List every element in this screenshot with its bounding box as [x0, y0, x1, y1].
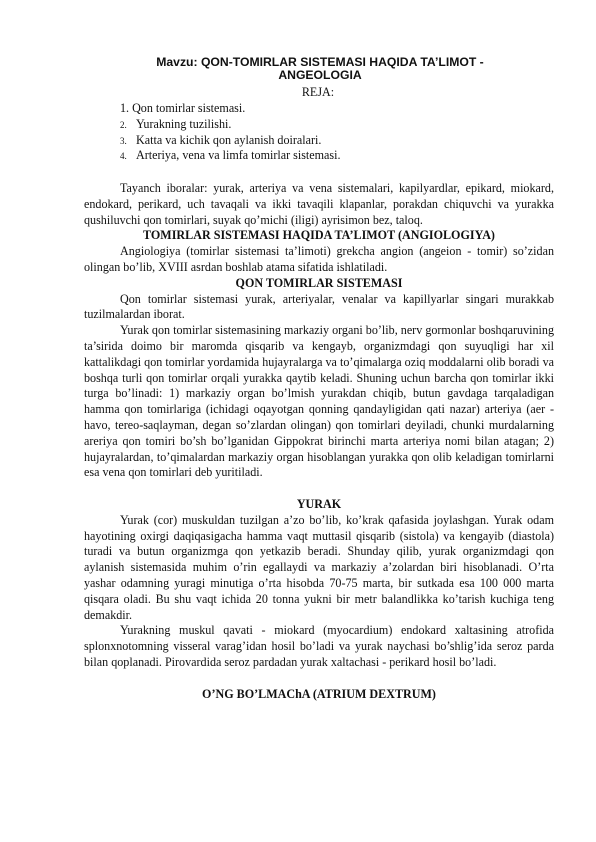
- title-line-2: ANGEOLOGIA: [278, 67, 362, 82]
- section-heading-blood-vessels: QON TOMIRLAR SISTEMASI: [235, 275, 403, 290]
- spacer: [84, 671, 554, 687]
- paragraph-system-1: Qon tomirlar sistemasi yurak, arteriyalar, venalar va kapillyarlar singari murakkab tuzilmalardan iborat.: [84, 291, 554, 322]
- paragraph-system-2: Yurak qon tomirlar sistemasining markaziy organi bo’lib, nerv gormonlar boshqaruvining ta’sirida doimo bir maromda qisqarib va kengayb, organizmdagi qon suyuqligi har xil kattalikdagi qon tomirlar yordamida hujayralarga va to’qimalarga oziq moddalarni olib boradi va boshqa turli qon tomirlar orqali yurakka qaytib keladi. Shuning uchun barcha qon tomirlar ikki turga bo’linadi: 1) markaziy organ bo’lmish yurakdan chiqib, butun gavdaga tarqaladigan hamma qon tomirlariga (ichidagi oqayotgan qonning qandayligidan qati nazar) arteriya (aer -havo, tereo-saqlayman, degan so’zlardan olingan) qon tomirlari deyiladi, chunki murdalarning areriya qon tomiri bo’sh bo’lganidan Gippokrat birinchi marta arteriya nomi bilan atagan; 2) hujayralardan, to’qimalardan markaziy organ hisoblangan yurakka qon olib keladigan tomirlarni esa vena qon tomirlari deb yuritiladi.: [84, 323, 554, 480]
- key-terms-paragraph: Tayanch iboralar: yurak, arteriya va vena sistemalari, kapilyardlar, epikard, miokard, endokard, perikard, uch tavaqali va ikki tavaqili klapanlar, porakdan chiquvchi va yurakka qushiluvchi qon tomirlari, suyak qo’michi (iligi) ayrisimon bez, taloq.: [84, 181, 554, 227]
- plan-item: [120, 117, 341, 133]
- plan-item-number: 4.: [120, 151, 127, 162]
- plan-item-text: Qon tomirlar sistemasi.: [132, 101, 246, 115]
- plan-item-number: 1.: [120, 101, 130, 115]
- paragraph-heart-1: Yurak (cor) muskuldan tuzilgan a’zo bo’lib, ko’krak qafasida joylashgan. Yurak odam hayotining oxirgi daqiqasigacha hamma vaqt muttasil qisqarib (sistola) va kengayib (diastola) turadi va butun organizmga qon yetkazib beradi. Shunday qilib, yurak organizmdagi qon aylanish sistemasida muhim o’rin egallaydi va markaziy a’zolardan biri hisoblanadi. O’rta yashar odamning yuragi minutiga o’rta hisobda 70-75 marta, bir sutkada esa 100 000 marta qisqara oladi. Bu shu vaqt ichida 20 tonna yukni bir metr balandlikka ko’tarish kuchiga teng demakdir.: [84, 512, 554, 622]
- document-body: [84, 181, 554, 702]
- section-heading-angiology: TOMIRLAR SISTEMASI HAQIDA TA’LIMOT (ANGIOLOGIYA): [143, 228, 495, 243]
- paragraph-angiology: Angiologiya (tomirlar sistemasi ta’limoti) grekcha angion (angeion - tomir) so’zidan olingan bo’lib, XVIII asrdan boshlab atama sifatida ishlatiladi.: [84, 244, 554, 274]
- plan-heading: REJA:: [301, 85, 335, 99]
- plan-item-text: Yurakning tuzilishi.: [136, 116, 232, 131]
- plan-item: [120, 133, 341, 149]
- plan-item: [120, 101, 341, 117]
- plan-item-number: 2.: [120, 119, 127, 130]
- spacer: [84, 481, 554, 497]
- section-heading-right-atrium: O’NG BO’LMAChA (ATRIUM DEXTRUM): [202, 686, 436, 701]
- plan-item: [120, 148, 341, 164]
- document-title: [120, 56, 520, 81]
- plan-item-text: Katta va kichik qon aylanish doiralari.: [136, 132, 322, 147]
- plan-list: [120, 101, 341, 164]
- section-heading-heart: YURAK: [296, 496, 342, 511]
- plan-item-text: Arteriya, vena va limfa tomirlar sistemasi.: [136, 148, 341, 163]
- title-line-1: Mavzu: QON-TOMIRLAR SISTEMASI HAQIDA TA’LIMOT -: [156, 55, 484, 69]
- plan-item-number: 3.: [120, 135, 127, 146]
- paragraph-heart-2: Yurakning muskul qavati - miokard (myocardium) endokard xaltasining atrofida splonxnotomning visseral varag’idan hosil bo’ladi va yurak naychasi bo’shlig’ida seroz parda bilan qoplanadi. Pirovardida seroz pardadan yurak xaltachasi - perikard hosil bo’ladi.: [84, 623, 554, 669]
